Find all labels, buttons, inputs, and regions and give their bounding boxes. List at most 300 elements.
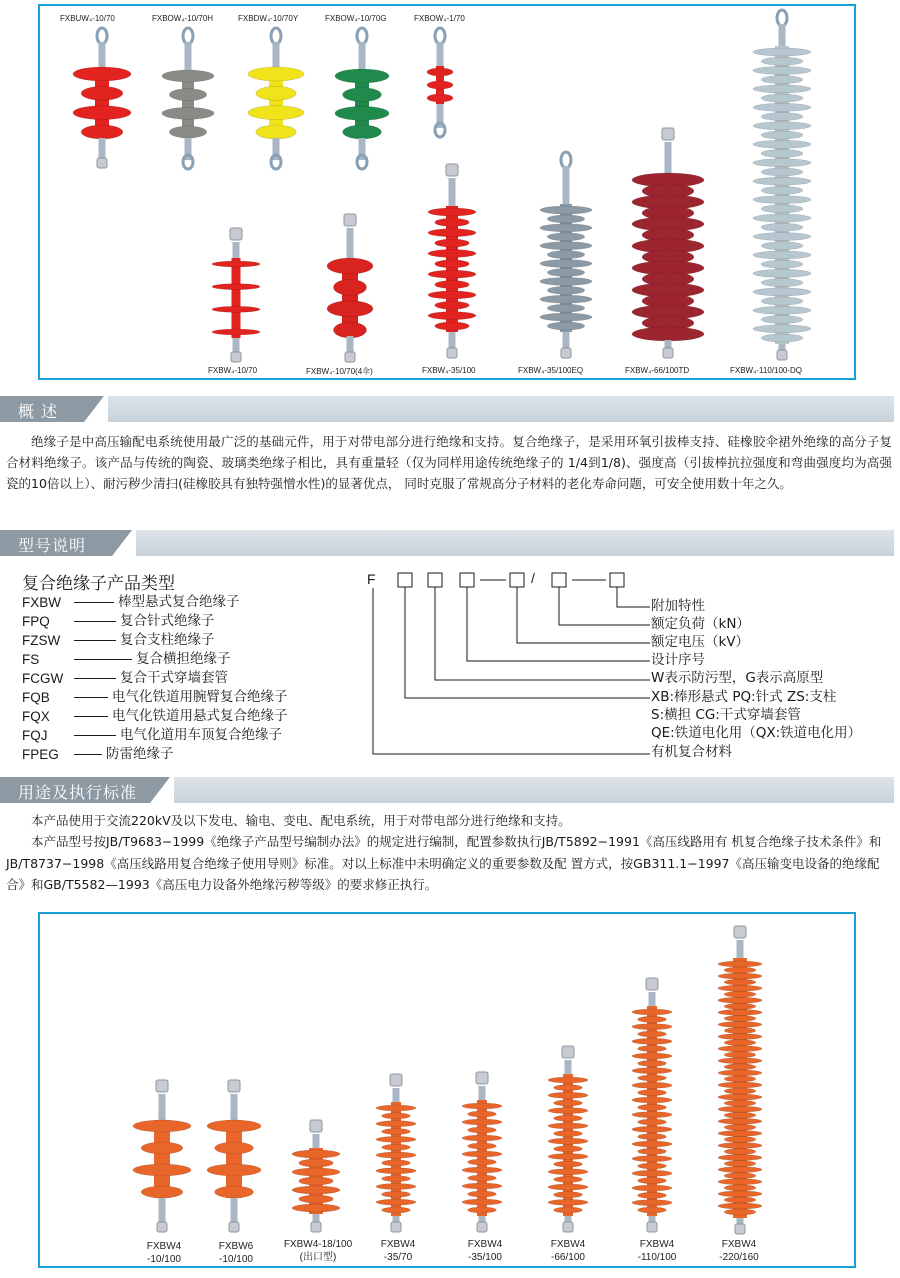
type-code: FQJ [22,728,48,743]
leader-1 [617,587,650,607]
shed [753,196,811,204]
shed [376,1199,416,1205]
shed [73,67,131,81]
legend-8: QE:铁道电化用（QX:铁道电化用） [651,725,862,741]
shed [335,106,389,120]
shed [724,991,756,997]
scheme-box-1 [398,573,412,587]
shed [724,1064,756,1070]
shed [724,1112,756,1118]
shed [724,1028,756,1034]
shed [632,327,704,341]
type-code: FS [22,652,40,667]
legend-5: W表示防污型，G表示高原型 [651,670,824,686]
shed [292,1186,340,1194]
shed [462,1135,502,1141]
shed [133,1164,191,1176]
bottom-caption-5-line2: -35/100 [468,1252,502,1263]
insulator-fxbuw-10-70 [73,28,131,168]
shed [343,125,382,139]
shed [547,322,584,330]
shed [547,304,584,312]
insulator-fxbw4-35-100 [462,1072,502,1232]
shed [333,279,366,295]
shed [73,106,131,120]
type-row [22,745,288,764]
shed [718,1034,762,1040]
shed [554,1207,583,1213]
shed [248,106,304,120]
shed [428,291,476,299]
shed [761,316,803,324]
insulator-fxbw4-35-70 [376,1074,416,1232]
shed [141,1186,183,1198]
shed [724,1161,756,1167]
shed [81,86,123,100]
type-code: FQB [22,690,50,705]
shed [632,1053,672,1059]
shed [540,224,592,232]
insulator-fxbw-35-100 [428,164,476,358]
shed [718,1191,762,1197]
type-row [22,612,288,631]
type-row [22,631,288,650]
legend-7: S:横担 CG:干式穿墙套管 [651,707,801,723]
shed [718,1058,762,1064]
shed [547,268,584,276]
shed [718,1094,762,1100]
type-leader-line [74,716,108,717]
shed [632,1082,672,1088]
type-row [22,593,288,612]
shed [718,973,762,979]
caption-bottom-1: FXBW₄-10/70 [208,366,258,375]
insulator-fxbdw-10-70y [248,28,304,169]
section-overview-bar [0,396,894,422]
shed [638,1119,667,1125]
section-standards-bar [0,777,894,803]
shed [638,1104,667,1110]
shed [256,125,296,139]
shed [632,1068,672,1074]
standards-paragraph-1: 本产品使用于交流220kV及以下发电、输电、变电、配电系统，用于对带电部分进行绝缘和支持。 [31,813,571,828]
shed [632,1156,672,1162]
shed [724,1040,756,1046]
shed [427,81,453,89]
shed [428,249,476,257]
shed [548,1169,588,1175]
shed [540,242,592,250]
type-name: 复合针式绝缘子 [120,613,215,629]
bottom-caption-7 [622,1238,692,1264]
shed [435,322,470,330]
shed [376,1121,416,1127]
shed [638,1016,667,1022]
shed [462,1119,502,1125]
shed [724,979,756,985]
shed [753,85,811,93]
shed [427,94,453,102]
section-model-title: 型号说明 [18,536,87,555]
shed [718,1009,762,1015]
type-code: FCGW [22,671,64,686]
caption-bottom-6: FXBW₄-110/100-DQ [730,366,803,375]
insulator-fxbw-35-100eq [540,152,592,358]
shed [554,1115,583,1121]
top-insulator-drawings [40,6,854,378]
shed [468,1159,497,1165]
bottom-insulator-drawings [40,914,854,1266]
shed [554,1146,583,1152]
shed [761,297,803,305]
shed [724,1149,756,1155]
shed [761,76,803,84]
standards-paragraph-2: 本产品型号按JB/T9683−1999《绝缘子产品型号编制办法》的规定进行编制，配置参数执行JB/T5892−1991《高压线路用有 机复合绝缘子技术条件》和JB/T8737−1998《高压线路用复合绝缘子使用导则》标准。对以上标准中未明确定义的重要参数及配 置方式，按GB311.1−1997《高压输变电设备的绝缘配合》和GB/T5582—1993《高压电力设备外绝缘污秽等级》的要求修正执行。 [6,834,882,892]
bottom-caption-3-line2: (出口型) [299,1252,337,1263]
scheme-box-6 [610,573,624,587]
type-leader-line [74,735,116,736]
shed [638,1075,667,1081]
shed [435,239,470,247]
shed [724,1136,756,1142]
bottom-caption-4-line2: -35/70 [383,1252,413,1263]
shed [761,242,803,250]
product-type-list [22,593,288,764]
shed [632,1097,672,1103]
bottom-caption-4 [368,1238,428,1264]
shed [761,131,803,139]
shed [554,1161,583,1167]
shed [554,1192,583,1198]
shed [638,1031,667,1037]
shed [548,1092,588,1098]
section-overview-title: 概 述 [18,402,59,421]
shed [292,1168,340,1176]
shed [547,233,584,241]
shed [333,322,366,338]
shed [632,1024,672,1030]
shed [468,1111,497,1117]
shed [540,313,592,321]
shed [548,1123,588,1129]
shed [638,1060,667,1066]
type-name: 复合干式穿墙套管 [120,670,228,686]
bottom-caption-6-line1: FXBW4 [550,1239,586,1250]
shed [292,1150,340,1158]
shed [462,1151,502,1157]
legend-1: 附加特性 [651,598,705,614]
shed [468,1175,497,1181]
overview-text: 绝缘子是中高压输配电系统使用最广泛的基础元件，用于对带电部分进行绝缘和支持。复合绝缘子，是采用环氧引拔棒支持、硅橡胶伞裙外绝缘的高分子复合材料绝缘子。该产品与传统的陶瓷、玻璃类绝缘子相比，具有重量轻（仅为同样用途传统绝缘子的 1/4到1/8)、强度高（引拔棒抗拉强度和弯曲强度均为高强瓷的10倍以上）、耐污秽少清扫(硅橡胶具有独特强憎水性)的显著优点， 同时克服了常规高分子材料的老化寿命问题，可安全使用数十年之久。 [6,434,892,491]
shed [718,1106,762,1112]
shed [548,1199,588,1205]
insulator-fxbw-110-100-dq [753,10,811,360]
shed [632,1200,672,1206]
shed [753,214,811,222]
type-code: FXBW [22,595,61,610]
shed [718,961,762,967]
type-name: 电气化铁道用悬式复合绝缘子 [112,708,288,724]
shed [162,70,214,82]
insulator-fxbw4-10-100 [133,1080,191,1232]
shed [638,1192,667,1198]
shed [435,260,470,268]
type-row [22,669,288,688]
type-leader-line [74,621,116,622]
bottom-caption-3-line1: FXBW4-18/100 [283,1239,353,1250]
shed [548,1138,588,1144]
shed [207,1120,261,1132]
caption-bottom-4: FXBW₄-35/100EQ [518,366,584,375]
type-code: FQX [22,709,50,724]
shed [724,967,756,973]
shed [718,1203,762,1209]
bottom-product-gallery [38,912,856,1268]
insulator-fxbw-10-70 [212,228,260,362]
shed [718,1021,762,1027]
type-name: 棒型悬式复合绝缘子 [118,594,240,610]
shed [548,1077,588,1083]
bottom-caption-3 [276,1238,360,1264]
shed [753,48,811,56]
shed [761,205,803,213]
shed [632,1141,672,1147]
shed [376,1136,416,1142]
shed [753,325,811,333]
shed [548,1184,588,1190]
caption-top-1: FXBUW₄-10/70 [60,14,115,23]
bottom-caption-1-line2: -10/100 [147,1254,181,1265]
shed [382,1144,411,1150]
shed [638,1163,667,1169]
shed [292,1204,340,1212]
shed [718,1070,762,1076]
insulator-fxbw-10-70-4 [327,214,373,362]
caption-top-5: FXBOW₄-1/70 [414,14,465,23]
shed [753,306,811,314]
shed [212,329,260,335]
shed [212,261,260,267]
shed [343,88,382,102]
shed [724,1088,756,1094]
insulator-fxbow-10-70g [335,28,389,169]
insulator-fxbw4-110-100 [632,978,672,1232]
shed [638,1090,667,1096]
shed [540,277,592,285]
scheme-box-2 [428,573,442,587]
legend-4: 设计序号 [651,652,705,668]
shed [718,1179,762,1185]
shed [382,1176,411,1182]
shed [638,1207,667,1213]
shed [724,1197,756,1203]
shed [638,1148,667,1154]
shed [428,208,476,216]
shed [753,66,811,74]
shed [724,1052,756,1058]
shed [718,1118,762,1124]
caption-bottom-2: FXBW₄-10/70(4伞) [306,367,373,376]
shed [718,1046,762,1052]
shed [376,1105,416,1111]
type-row [22,726,288,745]
bottom-caption-1 [134,1240,194,1266]
bottom-caption-2-line2: -10/100 [219,1254,253,1265]
type-leader-line [74,754,102,755]
shed [133,1120,191,1132]
type-leader-line [74,697,108,698]
caption-bottom-5: FXBW₄-66/100TD [625,366,690,375]
shed [468,1191,497,1197]
shed [468,1207,497,1213]
bottom-caption-5 [452,1238,518,1264]
section-standards-title: 用途及执行标准 [18,783,138,802]
shed [753,233,811,241]
shed [540,206,592,214]
shed [718,1130,762,1136]
shed [554,1100,583,1106]
model-scheme-diagram [360,570,660,770]
type-name: 复合支柱绝缘子 [120,632,215,648]
shed [724,1003,756,1009]
bottom-caption-6-line2: -66/100 [551,1252,585,1263]
shed [376,1168,416,1174]
caption-bottom-3: FXBW₄-35/100 [422,366,476,375]
insulator-fxbw4-220-160 [718,926,762,1234]
shed [468,1127,497,1133]
insulator-fxbw4-66-100 [548,1046,588,1232]
shed [761,168,803,176]
type-code: FPEG [22,747,59,762]
shed [435,301,470,309]
type-leader-line [74,640,116,641]
type-name: 复合横担绝缘子 [136,651,231,667]
type-row [22,650,288,669]
shed [382,1129,411,1135]
shed [169,126,206,138]
shed [427,68,453,76]
shed [632,1009,672,1015]
shed [753,122,811,130]
scheme-box-5 [552,573,566,587]
type-name: 电气化铁道用腕臂复合绝缘子 [112,689,288,705]
shed [248,67,304,81]
insulator-fxbow-1-70 [427,28,453,137]
shed [162,107,214,119]
shed [547,251,584,259]
shed [724,1124,756,1130]
legend-9: 有机复合材料 [651,744,732,760]
shed [724,1173,756,1179]
shed [554,1085,583,1091]
shed [632,1038,672,1044]
insulator-fxbw4-18-100 [292,1120,340,1232]
shed [215,1186,254,1198]
shed [548,1153,588,1159]
shed [376,1152,416,1158]
type-name: 电气化道用车顶复合绝缘子 [120,727,282,743]
shed [761,334,803,342]
shed [724,1100,756,1106]
bottom-caption-4-line1: FXBW4 [380,1239,416,1250]
shed [382,1191,411,1197]
shed [724,1185,756,1191]
shed [215,1142,254,1154]
shed [724,1209,756,1215]
shed [638,1134,667,1140]
shed [718,1082,762,1088]
shed [256,86,296,100]
shed [81,125,123,139]
shed [718,1155,762,1161]
shed [212,284,260,290]
shed [462,1199,502,1205]
insulator-fxbow-10-70h [162,28,214,169]
shed [141,1142,183,1154]
shed [299,1195,334,1203]
bottom-caption-7-line2: -110/100 [637,1252,677,1263]
shed [428,312,476,320]
leader-2 [559,587,650,625]
legend-3: 额定电压（kV） [651,634,750,650]
shed [382,1113,411,1119]
shed [540,295,592,303]
bottom-caption-6 [536,1238,600,1264]
scheme-slash: / [531,570,535,586]
caption-top-3: FXBDW₄-10/70Y [238,14,299,23]
type-leader-line [74,602,114,603]
type-name: 防雷绝缘子 [106,746,174,762]
scheme-box-4 [510,573,524,587]
leader-3 [517,587,650,643]
shed [299,1159,334,1167]
type-row [22,688,288,707]
shed [335,69,389,83]
shed [169,89,206,101]
shed [761,186,803,194]
caption-top-4: FXBOW₄-10/70G [325,14,387,23]
shed [540,260,592,268]
bottom-caption-5-line1: FXBW4 [467,1239,503,1250]
shed [547,286,584,294]
shed [632,1126,672,1132]
shed [753,159,811,167]
shed [753,251,811,259]
bottom-caption-8-line2: -220/160 [719,1252,759,1263]
shed [761,57,803,65]
shed [724,1015,756,1021]
bottom-caption-1-line1: FXBW4 [146,1241,182,1252]
shed [468,1143,497,1149]
shed [761,94,803,102]
shed [632,1185,672,1191]
shed [724,1076,756,1082]
shed [382,1160,411,1166]
shed [428,229,476,237]
type-code: FZSW [22,633,61,648]
shed [327,258,373,274]
insulator-fxbw6-10-100 [207,1080,261,1232]
bottom-caption-2 [206,1240,266,1266]
shed [632,1112,672,1118]
shed [638,1046,667,1052]
shed [638,1178,667,1184]
shed [753,103,811,111]
shed [382,1207,411,1213]
shed [632,1170,672,1176]
shed [547,215,584,223]
shed [761,223,803,231]
